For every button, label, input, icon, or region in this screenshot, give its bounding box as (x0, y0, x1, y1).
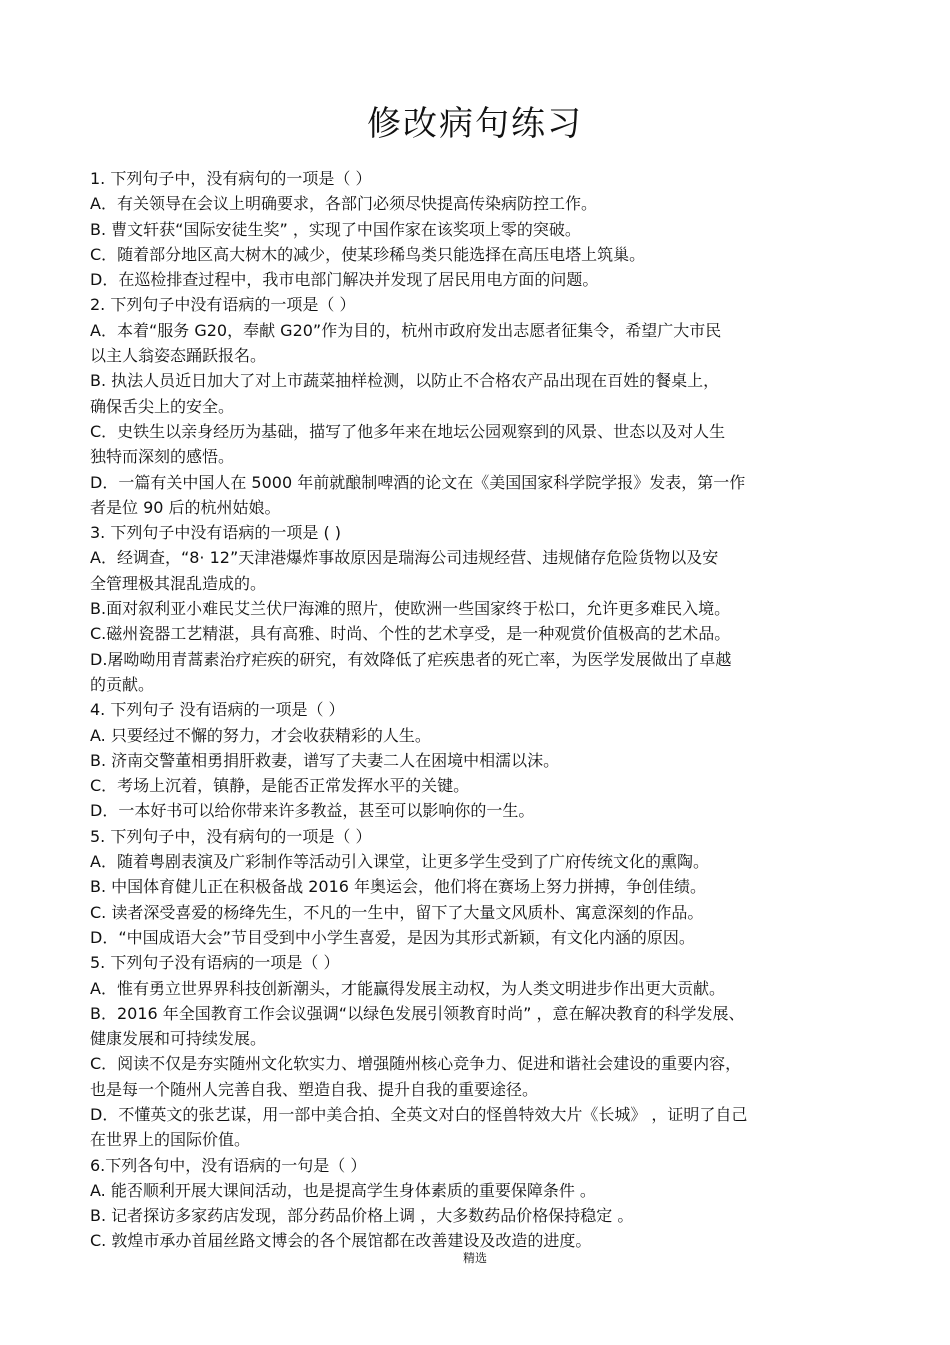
text-line: 的贡献。 (90, 674, 155, 694)
text-line: B．2016 年全国教育工作会议强调“以绿色发展引领教育时尚” ，意在解决教育的科学发展、 (90, 1003, 745, 1023)
text-line: 3. 下列句子中没有语病的一项是 ( ) (90, 523, 342, 543)
page-footer: 精选 (462, 1251, 487, 1265)
text-line: 2. 下列句子中没有语病的一项是（ ） (90, 295, 356, 315)
text-line: D.屠呦呦用青蒿素治疗疟疾的研究，有效降低了疟疾患者的死亡率，为医学发展做出了卓越 (90, 649, 732, 669)
text-line: 5. 下列句子中，没有病句的一项是（ ） (90, 826, 372, 846)
text-line: 1. 下列句子中，没有病句的一项是（ ） (90, 169, 372, 188)
text-line: 4. 下列句子 没有语病的一项是（ ） (90, 700, 345, 720)
text-line: 独特而深刻的感悟。 (90, 447, 235, 467)
text-line: A．有关领导在会议上明确要求，各部门必须尽快提高传染病防控工作。 (90, 194, 597, 214)
text-line: A. 只要经过不懈的努力，才会收获精彩的人生。 (90, 725, 431, 745)
text-line: C．随着部分地区高大树木的减少，使某珍稀鸟类只能选择在高压电塔上筑巢。 (90, 244, 646, 264)
text-line: A．本着“服务 G20，奉献 G20”作为目的，杭州市政府发出志愿者征集令，希望广大市民 (90, 320, 722, 340)
text-line: C. 读者深受喜爱的杨绛先生，不凡的一生中，留下了大量文风质朴、寓意深刻的作品。 (90, 902, 704, 922)
text-line: D．一本好书可以给你带来许多教益，甚至可以影响你的一生。 (90, 801, 535, 821)
text-line: D．不懂英文的张艺谋，用一部中美合拍、全英文对白的怪兽特效大片《长城》 ，证明了自己 (90, 1104, 748, 1124)
text-line: B. 中国体育健儿正在积极备战 2016 年奥运会，他们将在赛场上努力拼搏，争创佳绩。 (90, 877, 707, 897)
text-line: 者是位 90 后的杭州姑娘。 (90, 497, 281, 517)
text-line: 5. 下列句子没有语病的一项是（ ） (90, 953, 340, 973)
text-line: A．随着粤剧表演及广彩制作等活动引入课堂，让更多学生受到了广府传统文化的熏陶。 (90, 852, 709, 872)
text-line: 健康发展和可持续发展。 (90, 1029, 267, 1049)
text-line: C．考场上沉着，镇静，是能否正常发挥水平的关键。 (90, 776, 470, 796)
text-line: B. 记者探访多家药店发现，部分药品价格上调 ，大多数药品价格保持稳定 。 (90, 1206, 634, 1226)
text-line: 全管理极其混乱造成的。 (90, 573, 267, 593)
text-line: 在世界上的国际价值。 (90, 1130, 251, 1150)
text-line: D．一篇有关中国人在 5000 年前就酿制啤酒的论文在《美国国家科学院学报》发表，第一作 (90, 472, 746, 492)
text-line: 确保舌尖上的安全。 (90, 396, 235, 416)
text-line: A．惟有勇立世界界科技创新潮头，才能赢得发展主动权，为人类文明进步作出更大贡献。 (90, 978, 725, 998)
text-line: D．“中国成语大会”节目受到中小学生喜爱，是因为其形式新颖，有文化内涵的原因。 (90, 927, 695, 947)
text-line: 6.下列各句中，没有语病的一句是（ ） (90, 1155, 367, 1175)
text-line: B.面对叙利亚小难民艾兰伏尸海滩的照片，使欧洲一些国家终于松口，允许更多难民入境。 (90, 599, 731, 619)
text-line: 也是每一个随州人完善自我、塑造自我、提升自我的重要途径。 (90, 1079, 539, 1099)
text-line: D．在巡检排查过程中，我市电部门解决并发现了居民用电方面的问题。 (90, 270, 599, 290)
text-line: C. 敦煌市承办首届丝路文博会的各个展馆都在改善建设及改造的进度。 (90, 1231, 592, 1251)
text-line: B. 济南交警董相勇捐肝救妻，谱写了夫妻二人在困境中相濡以沫。 (90, 750, 560, 770)
text-line: B. 执法人员近日加大了对上市蔬菜抽样检测，以防止不合格农产品出现在百姓的餐桌上， (90, 371, 720, 391)
text-line: B. 曹文轩获“国际安徒生奖” ，实现了中国作家在该奖项上零的突破。 (90, 219, 581, 239)
text-line: A. 能否顺利开展大课间活动，也是提高学生身体素质的重要保障条件 。 (90, 1180, 596, 1200)
text-line: A．经调查，“8· 12”天津港爆炸事故原因是瑞海公司违规经营、违规储存危险货物以及安 (90, 548, 719, 568)
document-body (90, 166, 870, 1254)
text-line: C．史铁生以亲身经历为基础，描写了他多年来在地坛公园观察到的风景、世态以及对人生 (90, 421, 726, 441)
text-line: 以主人翁姿态踊跃报名。 (90, 346, 267, 366)
page-title: 修改病句练习 (367, 104, 583, 144)
text-line: C.磁州瓷器工艺精湛，具有高雅、时尚、个性的艺术享受，是一种观赏价值极高的艺术品。 (90, 624, 731, 644)
text-line: C．阅读不仅是夯实随州文化软实力、增强随州核心竞争力、促进和谐社会建设的重要内容， (90, 1054, 742, 1074)
